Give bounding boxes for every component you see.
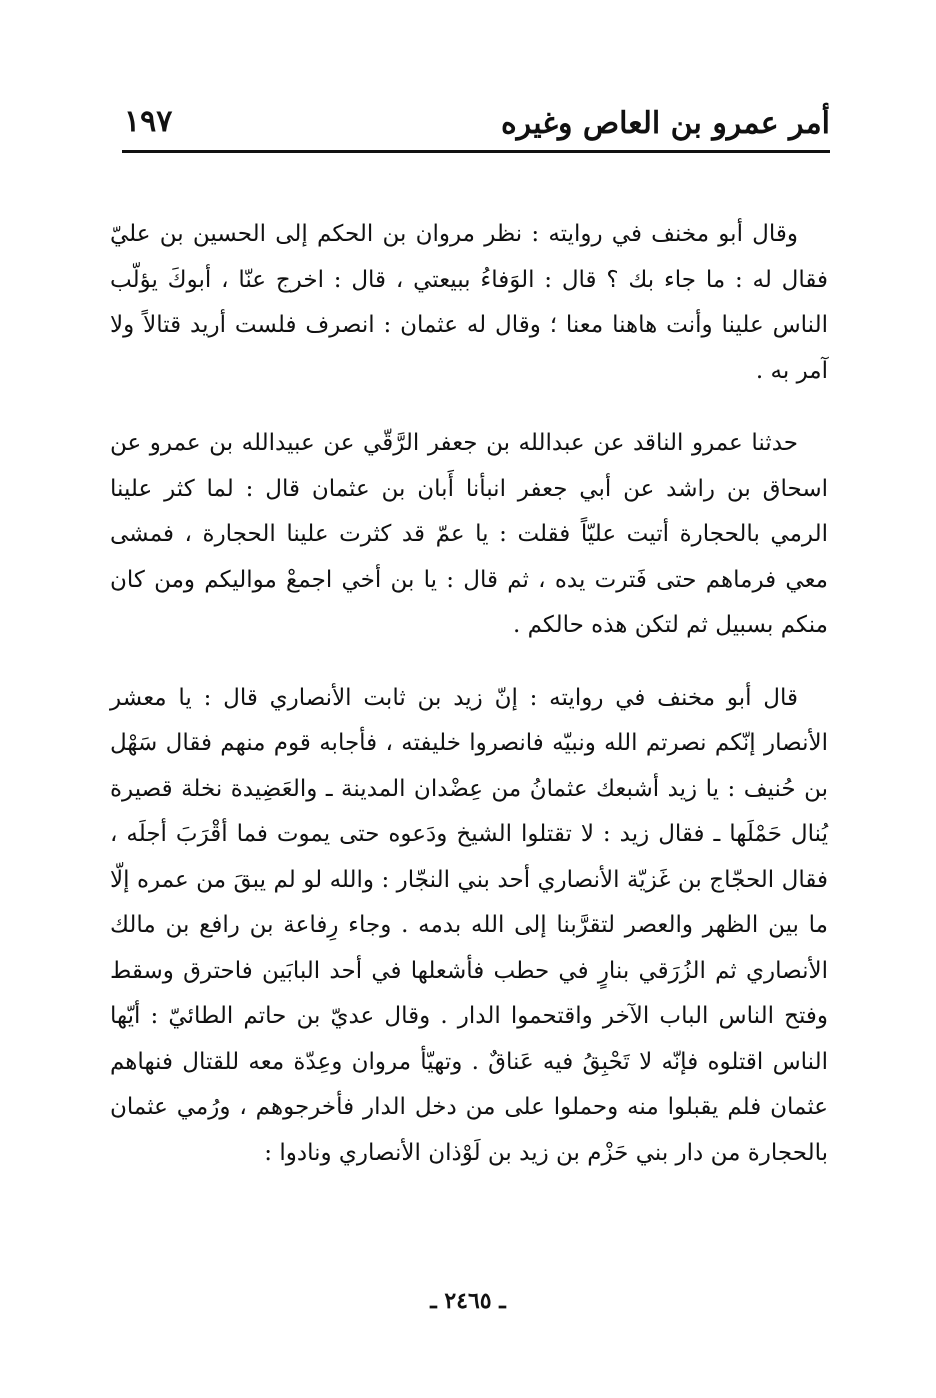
header-divider	[122, 150, 830, 153]
paragraph-1: وقال أبو مخنف في روايته : نظر مروان بن الحكم إلى الحسين بن عليّ فقال له : ما جاء بك ؟ قال : الوَفاءُ ببيعتي ، قال : اخرج عنّا ، أبوكَ يؤلّب الناس علينا وأنت هاهنا معنا ؛ وقال له عثمان : انصرف فلست أريد قتالاً ولا آمر به .	[110, 221, 828, 384]
chapter-title: أمر عمرو بن العاص وغيره	[500, 106, 830, 141]
running-header	[122, 100, 830, 152]
page-body	[110, 212, 828, 1203]
paragraph-2: حدثنا عمرو الناقد عن عبدالله بن جعفر الرَّقّي عن عبيدالله بن عمرو عن اسحاق بن راشد عن أبي جعفر انبأنا أَبان بن عثمان قال : لما كثر علينا الرمي بالحجارة أتيت عليّاً فقلت : يا عمّ قد كثرت علينا الحجارة ، فمشى معي فرماهم حتى فَترت يده ، ثم قال : يا بن أخي اجمعْ مواليكم ومن كان منكم بسبيل ثم لتكن هذه حالكم .	[110, 430, 828, 638]
footer-page-number: ـ ٢٤٦٥ ـ	[430, 1288, 506, 1314]
page-number: ١٩٧	[124, 104, 173, 139]
paragraph-3: قال أبو مخنف في روايته : إنّ زيد بن ثابت الأنصاري قال : يا معشر الأنصار إنّكم نصرتم الله ونبيّه فانصروا خليفته ، فأجابه قوم منهم فقال سَهْل بن حُنيف : يا زيد أشبعك عثمانُ من عِضْدان المدينة ـ والعَضِيدة نخلة قصيرة يُنال حَمْلَها ـ فقال زيد : لا تقتلوا الشيخ ودَعوه حتى يموت فما أقْرَبَ أجلَه ، فقال الحجّاج بن غَزيّة الأنصاري أحد بني النجّار : والله لو لم يبقَ من عمره إلّا ما بين الظهر والعصر لتقرَّبنا إلى الله بدمه . وجاء رِفاعة بن رافع بن مالك الأنصاري ثم الزُرَقي بنارٍ في حطب فأشعلها في أحد البابَين فاحترق وسقط وفتح الناس الباب الآخر واقتحموا الدار . وقال عديّ بن حاتم الطائيّ : أيّها الناس اقتلوه فإنّه لا تَحْبِقُ فيه عَناقٌ . وتهيّأ مروان وعِدّة معه للقتال فنهاهم عثمان فلم يقبلوا منه وحملوا على من دخل الدار فأخرجوهم ، ورُمي عثمان بالحجارة من دار بني حَزْم بن زيد بن لَوْذان الأنصاري ونادوا :	[110, 684, 828, 1166]
